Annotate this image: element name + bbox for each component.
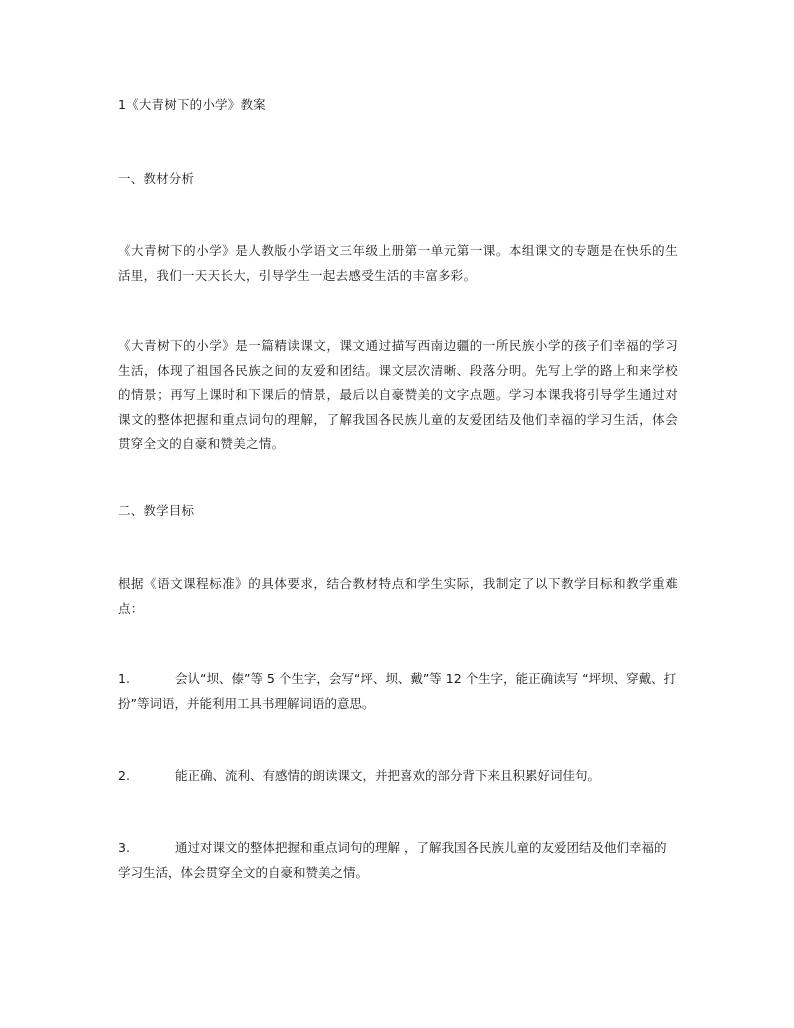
- paragraph-objectives-intro: 根据《语文课程标准》的具体要求，结合教材特点和学生实际，我制定了以下教学目标和教学重难点：: [118, 576, 678, 616]
- objective-number: 1.: [118, 671, 130, 686]
- section-heading-objectives: 二、教学目标: [118, 503, 195, 518]
- objective-number: 2.: [118, 768, 130, 783]
- objective-text: 会认“坝、傣”等 5 个生字，会写“坪、坝、戴”等 12 个生字，能正确读写 “坪坝、穿戴、打扮”等词语，并能利用工具书理解词语的意思。: [118, 671, 677, 711]
- objective-text: 能正确、流利、有感情的朗读课文，并把喜欢的部分背下来且积累好词佳句。: [175, 768, 601, 783]
- paragraph-intro: 《大青树下的小学》是人教版小学语文三年级上册第一单元第一课。本组课文的专题是在快乐的生活里，我们一天天长大，引导学生一起去感受生活的丰富多彩。: [118, 243, 678, 283]
- objective-item: [118, 836, 678, 885]
- document-title: 1《大青树下的小学》教案: [118, 97, 266, 112]
- objective-item: [118, 667, 678, 716]
- objective-number: 3.: [118, 840, 130, 855]
- objective-item: [118, 764, 678, 789]
- paragraph-analysis: 《大青树下的小学》是一篇精读课文，课文通过描写西南边疆的一所民族小学的孩子们幸福的学习生活，体现了祖国各民族之间的友爱和团结。课文层次清晰、段落分明。先写上学的路上和来学校的情景；再写上课时和下课后的情景，最后以自豪赞美的文字点题。学习本课我将引导学生通过对课文的整体把握和重点词句的理解，了解我国各民族儿童的友爱团结及他们幸福的学习生活，体会贯穿全文的自豪和赞美之情。: [118, 338, 678, 451]
- objective-text: 通过对课文的整体把握和重点词句的理解 ，了解我国各民族儿童的友爱团结及他们幸福的学习生活，体会贯穿全文的自豪和赞美之情。: [118, 840, 667, 880]
- section-heading-analysis: 一、教材分析: [118, 171, 195, 186]
